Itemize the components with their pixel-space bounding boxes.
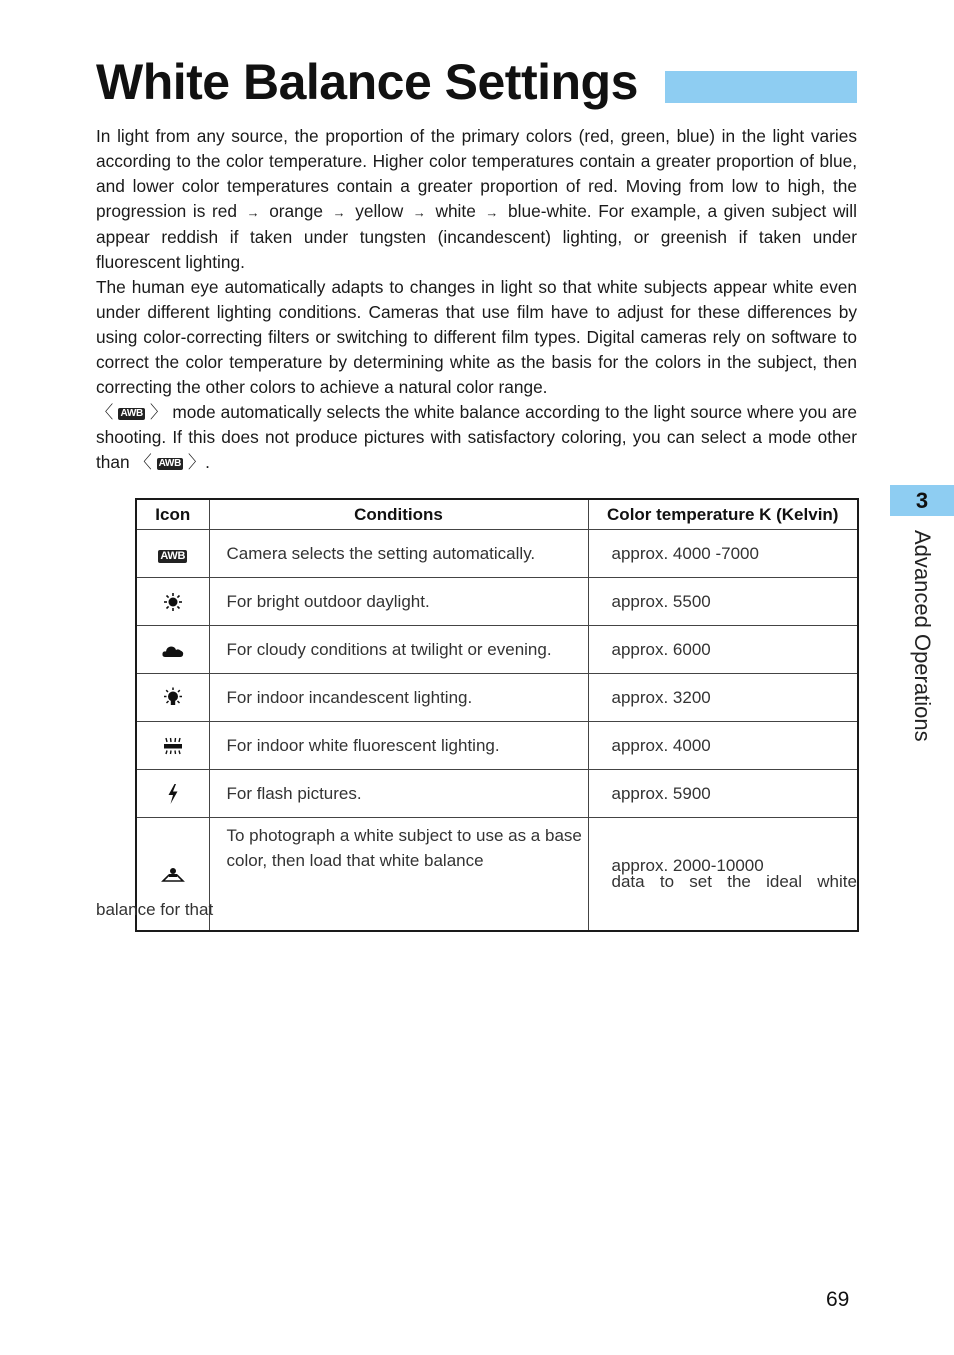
chapter-number-tab: 3 xyxy=(890,485,954,516)
temperature-cell: approx. 4000 xyxy=(588,722,858,770)
table-row xyxy=(136,626,858,674)
awb-icon: AWB xyxy=(120,408,143,419)
intro-paragraph-2: The human eye automatically adapts to changes in light so that white subjects appear white even under different lighting conditions. Cameras that use film have to adjust for these differences by using color-correcting filters or switching to different film types. Digital cameras rely on software to correct the color temperature by determining white as the basis for the colors in the subject, then correcting the other colors to achieve a natural color range. xyxy=(96,277,857,397)
temperature-cell: approx. 2000-10000 data to set the ideal white xyxy=(611,856,857,891)
awb-icon: AWB xyxy=(160,549,186,562)
tungsten-bulb-icon xyxy=(162,687,184,706)
daylight-sun-icon xyxy=(163,591,183,610)
table-row xyxy=(136,530,858,578)
table-row xyxy=(136,770,858,818)
header-temperature: Color temperature K (Kelvin) xyxy=(588,499,858,530)
fluorescent-icon xyxy=(161,736,185,755)
arrow-icon: → xyxy=(332,205,346,220)
custom-white-balance-icon xyxy=(161,864,185,883)
overflow-text: balance for that xyxy=(96,900,214,919)
header-icon: Icon xyxy=(136,499,209,530)
chapter-label: Advanced Operations xyxy=(910,530,935,742)
title-accent-bar xyxy=(665,71,857,103)
table-row xyxy=(136,818,858,932)
condition-cell: For indoor white fluorescent lighting. xyxy=(209,722,588,770)
table-row xyxy=(136,722,858,770)
cloudy-icon xyxy=(161,640,185,659)
intro-paragraph-1: In light from any source, the proportion of the primary colors (red, green, blue) in the light varies according to the color temperature. Higher color temperatures contain a greater proportion of blue, and lower color temperatures contain a greater proportion of red. Moving from low to high, the progression is red → orange → yellow → white → blue-white. For example, a given subject will appear reddish if taken under tungsten (incandescent) lighting, or greenish if taken under fluorescent lighting. xyxy=(96,126,857,272)
condition-cell: For cloudy conditions at twilight or evening. xyxy=(209,626,588,674)
temperature-cell: approx. 6000 xyxy=(588,626,858,674)
intro-text xyxy=(96,124,857,475)
table-header-row xyxy=(136,499,858,530)
temperature-cell: approx. 5500 xyxy=(588,578,858,626)
condition-cell: For indoor incandescent lighting. xyxy=(209,674,588,722)
white-balance-table xyxy=(135,498,859,932)
condition-cell: For flash pictures. xyxy=(209,770,588,818)
condition-cell: For bright outdoor daylight. xyxy=(209,578,588,626)
header-conditions: Conditions xyxy=(209,499,588,530)
condition-cell: Camera selects the setting automatically. xyxy=(209,530,588,578)
table-row xyxy=(136,674,858,722)
arrow-icon: → xyxy=(485,205,499,220)
temperature-cell: approx. 3200 xyxy=(588,674,858,722)
arrow-icon: → xyxy=(246,205,260,220)
temperature-cell-continuation: data to set the ideal white xyxy=(611,872,857,891)
arrow-icon: → xyxy=(412,205,426,220)
condition-cell: To photograph a white subject to use as a base color, then load that white balance xyxy=(226,826,582,870)
page-number: 69 xyxy=(826,1288,850,1311)
intro-paragraph-3: 〈 AWB 〉 mode automatically selects the white balance according to the light source where you are shooting. If this does not produce pictures with satisfactory coloring, you can select a mode other than 〈 AWB 〉. xyxy=(96,402,857,472)
page-title: White Balance Settings xyxy=(96,54,638,110)
awb-icon: AWB xyxy=(158,458,181,469)
temperature-cell: approx. 4000 -7000 xyxy=(588,530,858,578)
flash-icon xyxy=(166,783,180,802)
table-row xyxy=(136,578,858,626)
temperature-cell: approx. 5900 xyxy=(588,770,858,818)
